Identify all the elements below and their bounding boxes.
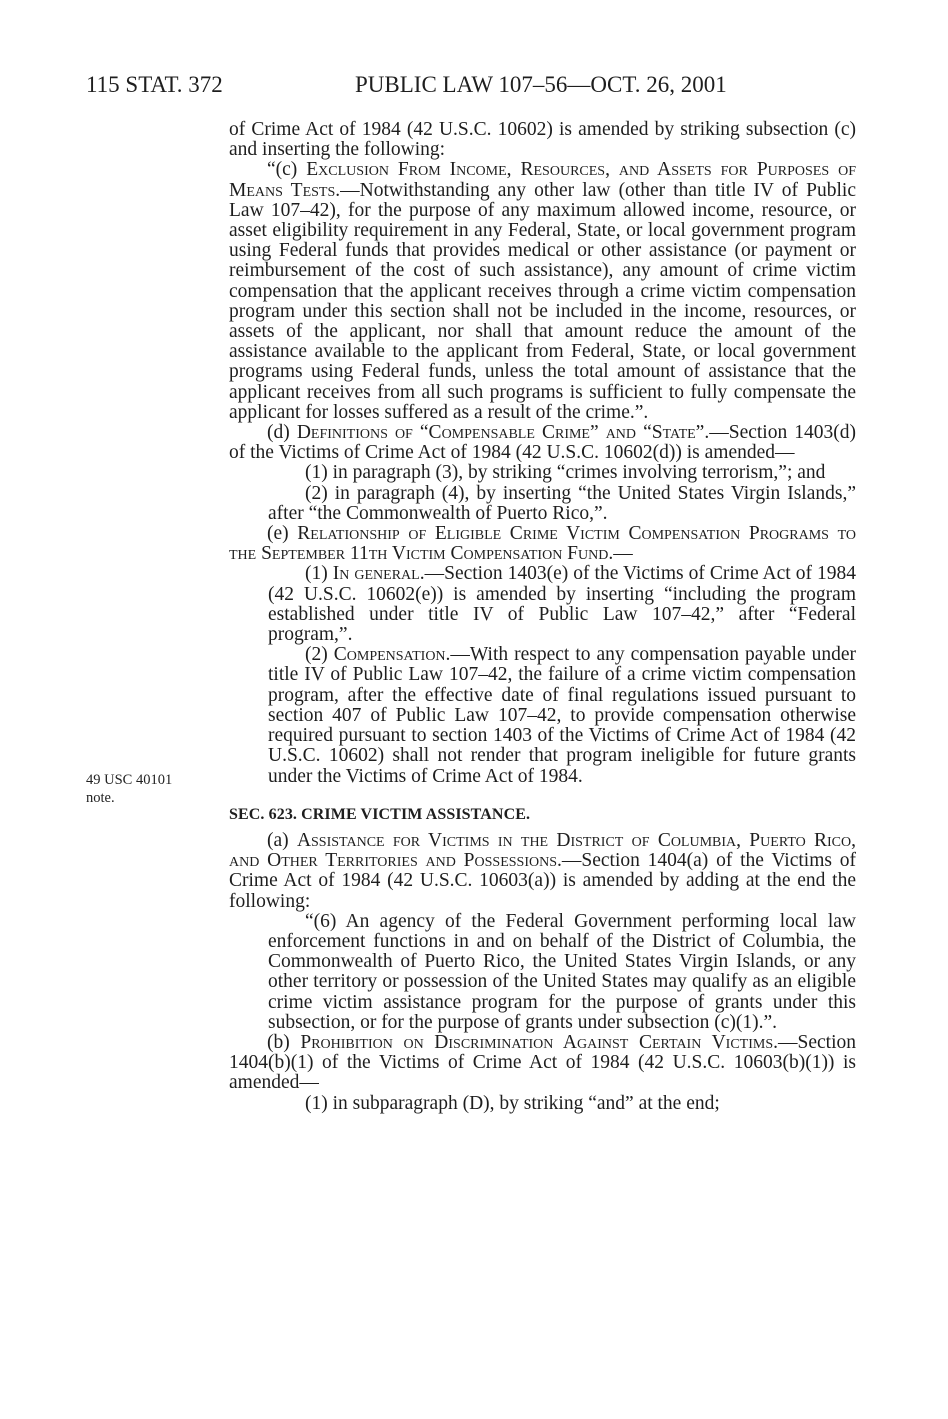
paragraph-heading: Definitions of “Compensable Crime” and “State”.	[296, 422, 710, 444]
paragraph-heading: Assistance for Victims in the District of Columbia, Puerto Rico, and Other Territories and Possessions.	[229, 829, 856, 872]
margin-note-line-1: 49 USC 40101	[86, 772, 173, 788]
paragraph-text: —	[613, 543, 633, 565]
paragraph	[229, 831, 856, 912]
paragraph-lead: (2)	[305, 644, 334, 666]
paragraph-text: —Section 1404(b)(1) of the Victims of Crime Act of 1984 (42 U.S.C. 10603(b)(1)) is amended—	[229, 1031, 856, 1094]
paragraph: (1) in paragraph (3), by striking “crimes involving terrorism,”; and	[305, 462, 826, 484]
paragraph-lead: (e)	[267, 523, 298, 545]
paragraph-heading: Prohibition on Discrimination Against Certain Victims.	[300, 1031, 778, 1053]
paragraph-heading: In general.	[332, 563, 425, 585]
paragraph-heading: Exclusion From Income, Resources, and Assets for Purposes of Means Tests.	[229, 159, 856, 201]
running-head: PUBLIC LAW 107–56—OCT. 26, 2001	[355, 72, 727, 97]
paragraph-text: —Notwithstanding any other law (other than title IV of Public Law 107–42), for the purpose of any maximum allowed income, resource, or asset eligibility requirement in any Federal, State, or local government program using Federal funds that provides medical or other assistance (or payment or reimbursement of the cost of such assistance), any amount of crime victim compensation that the applicant receives through a crime victim compensation program under this section shall not be included in the income, resources, or assets of the applicant, nor shall that amount reduce the amount of the assistance available to the applicant from Federal, State, or local government programs using Federal funds, unless the total amount of assistance that the applicant receives from all such programs is sufficient to fully compensate the applicant for losses suffered as a result of the crime.”.	[229, 179, 857, 423]
body-text	[229, 120, 856, 1114]
paragraph-text: —Section 1403(e) of the Victims of Crime Act of 1984 (42 U.S.C. 10602(e)) is amended by inserting “including the program established under title IV of Public Law 107–42,” after “Federal program,”.	[268, 563, 856, 646]
margin-note	[86, 771, 172, 807]
paragraph-text: —Section 1404(a) of the Victims of Crime Act of 1984 (42 U.S.C. 10603(a)) is amended by adding at the end the following:	[229, 850, 857, 912]
paragraph: (1) in subparagraph (D), by striking “and” at the end;	[305, 1092, 720, 1114]
paragraph	[229, 524, 856, 564]
paragraph-heading: Relationship of Eligible Crime Victim Compensation Programs to the September 11th Victim Compensation Fund.	[229, 523, 856, 565]
paragraph	[229, 1033, 856, 1094]
paragraph-heading: Compensation.	[333, 644, 451, 666]
paragraph-lead: “(c)	[267, 159, 307, 181]
paragraph	[229, 423, 856, 463]
paragraph-text: —With respect to any compensation payable under title IV of Public Law 107–42, the failure of a crime victim compensation program, after the effective date of final regulations issued pursuant to section 407 of Public Law 107–42, to provide compensation otherwise required pursuant to section 1403 of the Victims of Crime Act of 1984 (42 U.S.C. 10602) shall not render that program ineligible for future grants under the Victims of Crime Act of 1984.	[268, 644, 856, 787]
paragraph: (2) in paragraph (4), by inserting “the United States Virgin Islands,” after “the Commonwealth of Puerto Rico,”.	[268, 482, 856, 524]
section-heading: SEC. 623. CRIME VICTIM ASSISTANCE.	[229, 805, 531, 823]
paragraph-lead: (b)	[267, 1031, 301, 1053]
paragraph	[229, 564, 856, 645]
margin-note-line-2: note.	[86, 790, 115, 806]
paragraph: of Crime Act of 1984 (42 U.S.C. 10602) is amended by striking subsection (c) and inserting the following:	[229, 119, 856, 161]
page-citation: 115 STAT. 372	[86, 72, 223, 97]
paragraph-lead: (1)	[305, 563, 333, 585]
paragraph-lead: (a)	[267, 829, 297, 851]
paragraph	[229, 645, 856, 786]
quoted-paragraph: “(6) An agency of the Federal Government performing local law enforcement functions in and on behalf of the District of Columbia, the Commonwealth of Puerto Rico, the United States Virgin Islands, or any other territory or possession of the United States may qualify as an eligible crime victim assistance program for the purpose of grants under this subsection, or for the purpose of grants under subsection (c)(1).”.	[268, 910, 856, 1033]
paragraph-lead: (d)	[267, 422, 297, 444]
paragraph-text: —Section 1403(d) of the Victims of Crime Act of 1984 (42 U.S.C. 10602(d)) is amended—	[229, 422, 857, 464]
paragraph	[229, 160, 856, 423]
